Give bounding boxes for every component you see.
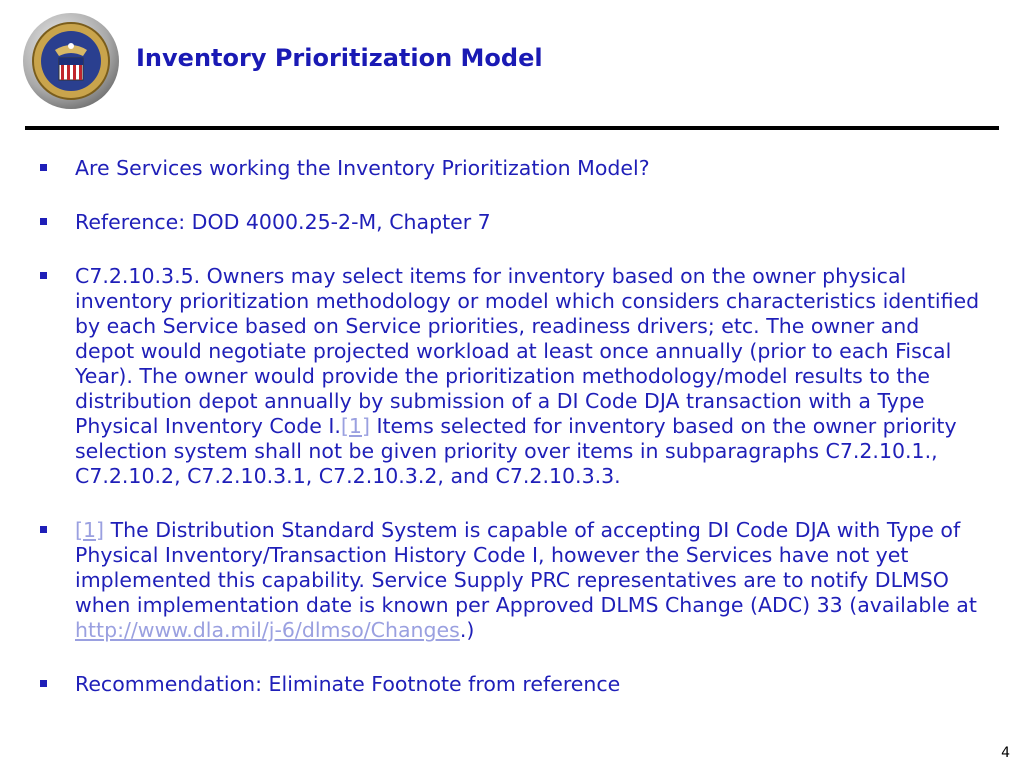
bullet-text: C7.2.10.3.5. Owners may select items for inventory based on the owner physical inventory prioritization methodology or model which considers characteristics identified by each Service based on Service priorities, readiness drivers; etc. The owner and depot would negotiate projected workload at least once annually (prior to each Fiscal Year). The owner would provide the prioritization methodology/model results to the distribution depot annually by submission of a DI Code DJA transaction with a Type Physical Inventory Code I. (75, 264, 980, 438)
bullet-square-icon (40, 164, 47, 171)
footnote-link[interactable]: [1] (340, 414, 370, 438)
changes-url-link[interactable]: http://www.dla.mil/j-6/dlmso/Changes (75, 618, 460, 642)
footnote-link[interactable]: [1] (75, 518, 105, 542)
bullet-square-icon (40, 218, 47, 225)
bullet-text: Items selected for inventory based on the owner priority selection system shall not be given priority over items in subparagraphs C7.2.10.1., C7.2.10.2, C7.2.10.3.1, C7.2.10.3.2, and C7.2.10.3.3. (75, 414, 957, 488)
bullet-text: Are Services working the Inventory Prioritization Model? (75, 156, 650, 180)
title-divider (25, 126, 999, 130)
bullet-item (40, 518, 980, 643)
bullet-item (40, 156, 980, 181)
agency-seal-logo (22, 12, 120, 110)
slide-title: Inventory Prioritization Model (136, 44, 543, 72)
page-number: 4 (1001, 745, 1010, 761)
bullet-square-icon (40, 526, 47, 533)
bullet-square-icon (40, 272, 47, 279)
bullet-item (40, 264, 980, 489)
bullet-text: Recommendation: Eliminate Footnote from reference (75, 672, 621, 696)
bullet-text: .) (459, 618, 475, 642)
bullet-item (40, 210, 980, 235)
bullet-item (40, 672, 980, 697)
bullet-square-icon (40, 680, 47, 687)
bullet-text: Reference: DOD 4000.25-2-M, Chapter 7 (75, 210, 491, 234)
bullet-text: The Distribution Standard System is capable of accepting DI Code DJA with Type of Physical Inventory/Transaction History Code I, however the Services have not yet implemented this capability. Service Supply PRC representatives are to notify DLMSO when implementation date is known per Approved DLMS Change (ADC) 33 (available at (75, 518, 977, 617)
bullet-list (40, 156, 980, 726)
